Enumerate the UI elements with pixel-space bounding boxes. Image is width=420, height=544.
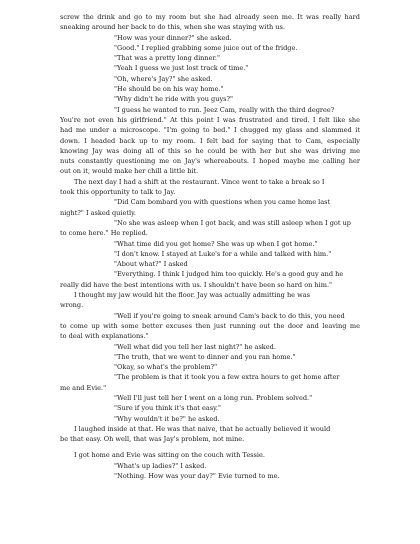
text-line: wrong. <box>60 301 84 310</box>
text-line: "What's up ladies?" I asked. <box>114 461 207 470</box>
text-line: night?" I asked quietly. <box>60 208 137 217</box>
text-line: "Good." I replied grabbing some juice out of the fridge. <box>114 43 298 52</box>
text-line: sneaking around her back to do this, when she was staying with us. <box>60 23 285 32</box>
text-line: took this opportunity to talk to Jay. <box>60 188 176 197</box>
text-line: to deal with explanations." <box>60 332 149 341</box>
text-line: "Sure if you think it's that easy." <box>114 404 222 413</box>
text-line: I got home and Evie was sitting on the couch with Tessie. <box>74 451 265 460</box>
text-line: "Why wouldn't it be?" he asked. <box>114 414 220 423</box>
text-line: me and Evie." <box>60 383 107 392</box>
text-line: "Did Cam bombard you with questions when you came home last <box>114 198 331 207</box>
text-line: "That was a pretty long dinner." <box>114 54 220 63</box>
text-line: "About what?" I asked <box>114 260 188 269</box>
page-body-text <box>60 12 360 481</box>
text-line: nuts constantly questioning me on Jay's whereabouts. I hoped maybe me calling her <box>60 157 360 166</box>
text-line: "Well what did you tell her last night?" he asked. <box>114 342 276 351</box>
text-line: "Well I'll just tell her I went on a long run. Problem solved." <box>114 393 313 402</box>
text-line: "No she was asleep when I got back, and was still asleep when I got up <box>114 218 351 227</box>
text-line: out on it, would make her chill a little bit. <box>60 167 199 176</box>
text-line: I laughed inside at that. He was that naive, that he actually believed it would <box>74 424 331 433</box>
text-line: down. I headed back up to my room. I felt bad for saying that to Cam, especially <box>60 136 360 145</box>
text-line: "The problem is that it took you a few extra hours to get home after <box>114 373 340 382</box>
text-line: "Okay, so what's the problem?" <box>114 363 218 372</box>
text-line: screw the drink and go to my room but she had already seen me. It was really hard <box>60 13 360 21</box>
text-line: "Nothing. How was your day?" Evie turned to me. <box>114 472 280 481</box>
text-line: You're not even his girlfriend." At this point I was frustrated and tired. I felt like she <box>60 115 360 124</box>
text-line: "I guess he wanted to run. Jeez Cam, really with the third degree? <box>114 105 335 114</box>
text-line: to come here." He replied. <box>60 229 148 238</box>
text-line: "Yeah I guess we just lost track of time." <box>114 64 249 73</box>
text-line: to come up with some better excuses then just running out the door and leaving me <box>60 321 360 330</box>
text-line: had me under a microscope. "I'm going to bed." I chugged my glass and slammed it <box>60 126 360 135</box>
text-line: "Everything. I think I judged him too quickly. He's a good guy and he <box>114 270 344 279</box>
text-line: knowing Jay was doing all of this so he could be with her but she was driving me <box>60 146 360 155</box>
text-line: "Well if you're going to sneak around Cam's back to do this, you need <box>114 311 345 320</box>
text-line: The next day I had a shift at the restaurant. Vince went to take a break so I <box>74 177 325 186</box>
text-line: "Oh, where's Jay?" she asked. <box>114 74 213 83</box>
text-line: "What time did you get home? She was up when I got home." <box>114 239 318 248</box>
text-line: "How was your dinner?" she asked. <box>114 33 232 42</box>
text-line: "He should be on his way home." <box>114 85 224 94</box>
text-line: really did have the best intentions with us. I shouldn't have been so hard on him." <box>60 280 333 289</box>
text-line: I thought my jaw would hit the floor. Jay was actually admitting he was <box>74 291 310 300</box>
text-line: "I don't know. I stayed at Luke's for a while and talked with him." <box>114 249 332 258</box>
text-line: "The truth, that we went to dinner and you ran home." <box>114 352 296 361</box>
text-line: be that easy. Oh well, that was Jay's problem, not mine. <box>60 435 245 444</box>
text-line: "Why didn't he ride with you guys?" <box>114 95 234 104</box>
